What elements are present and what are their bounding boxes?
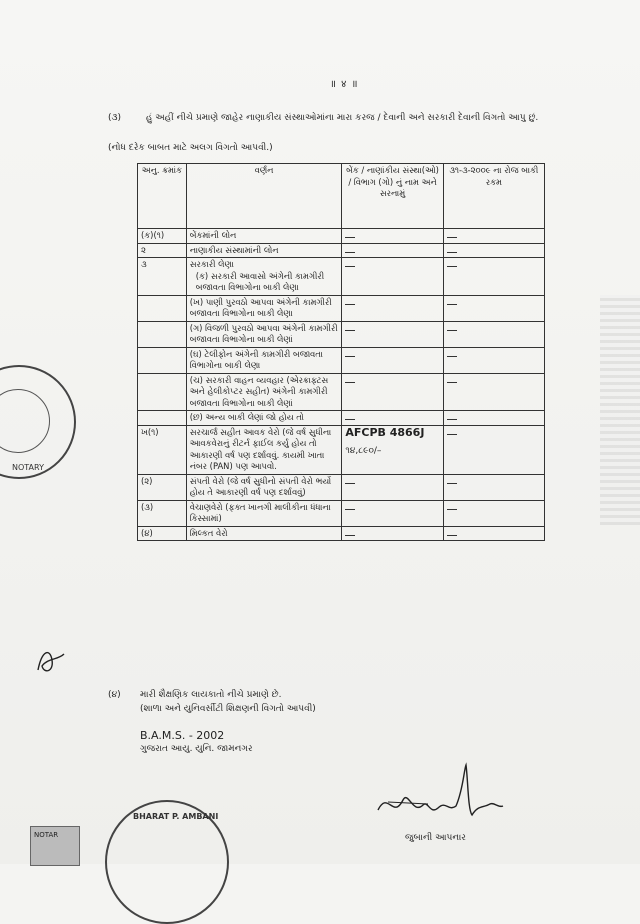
- table-row: [138, 425, 545, 474]
- cell-bank: [342, 347, 443, 373]
- table-row: [138, 526, 545, 541]
- signature-image: [368, 760, 508, 830]
- notary-seal-name: BHARAT P. AMBANI: [133, 812, 219, 821]
- notary-seal-text: NOTARY: [12, 463, 44, 472]
- cell-sr: ૩: [138, 258, 187, 296]
- header-description: વર્ણન: [186, 164, 342, 229]
- cell-amount: [443, 500, 544, 526]
- header-sr: અનુ. ક્રમાંક: [138, 164, 187, 229]
- liabilities-table: [137, 163, 545, 541]
- table-row: [138, 243, 545, 258]
- cell-bank: [342, 500, 443, 526]
- cell-bank: [342, 295, 443, 321]
- cell-desc: [186, 258, 342, 296]
- cell-amount: [443, 425, 544, 474]
- table-row: [138, 373, 545, 411]
- scan-edge-artifact: [600, 295, 640, 525]
- header-amount: ૩૧-૩-૨૦૦૯ ના રોજ બાકી રકમ: [443, 164, 544, 229]
- cell-amount: [443, 295, 544, 321]
- cell-desc: વેચાણવેરો (ફક્ત ખાનગી માલીકીના ધંધાના કિસ્સામાં): [186, 500, 342, 526]
- table-row: [138, 347, 545, 373]
- cell-sr: ૨: [138, 243, 187, 258]
- table-header-row: [138, 164, 545, 229]
- cell-desc: સંપતી વેરો (જે વર્ષ સુધીનો સંપતી વેરો ભર્યો હોય તે આકારણી વર્ષ પણ દર્શાવવું): [186, 474, 342, 500]
- income-tax-amount: ૧૪,૮૯૦/–: [345, 446, 382, 456]
- cell-bank: [342, 229, 443, 244]
- cell-desc: (ગ) વિજળી પુરવઠો આપવા અંગેની કામગીરી બજાવતા વિભાગોના બાકી લેણાં: [186, 321, 342, 347]
- cell-sr: ખ(૧): [138, 425, 187, 474]
- cell-amount: [443, 411, 544, 426]
- cell-sr: (૩): [138, 500, 187, 526]
- notary-seal-left: [0, 365, 76, 479]
- table-row: [138, 500, 545, 526]
- cell-amount: [443, 243, 544, 258]
- section-4-number: (૪): [108, 690, 121, 700]
- cell-bank: [342, 425, 443, 474]
- cell-amount: [443, 526, 544, 541]
- page-number-marker: ॥ ४ ॥: [330, 79, 359, 90]
- cell-desc-title: સરકારી લેણા: [189, 259, 234, 269]
- cell-desc: સરચાર્જ સહીત આવક વેરો (જે વર્ષ સુધીના આવકવેરાનું રીટર્ન ફાઈલ કર્યુ હોય તો આકારણી વર્ષ પણ દર્શાવવું. કાયમી ખાતા નંબર (PAN) પણ આપવો.: [186, 425, 342, 474]
- cell-bank: [342, 526, 443, 541]
- section-3-number: (૩): [108, 113, 122, 123]
- cell-bank: [342, 373, 443, 411]
- cell-amount: [443, 321, 544, 347]
- table-row: [138, 474, 545, 500]
- cell-bank: [342, 474, 443, 500]
- section-4-line-2: (શાળા અને યુનિવર્સીટી શિક્ષણની વિગતો આપવી): [140, 704, 316, 714]
- section-3-text: હું અહીં નીચે પ્રમાણે જાહેર નાણાકીય સંસ્થાઓમાંના મારા કરજ / દેવાની અને સરકારી દેવાની વિગતો આપુ છું.: [146, 113, 539, 123]
- table-row: [138, 295, 545, 321]
- margin-initial-mark: [30, 640, 70, 680]
- degree: B.A.M.S. - 2002: [140, 729, 225, 742]
- table-row: [138, 321, 545, 347]
- cell-bank: [342, 258, 443, 296]
- cell-desc: (છ) અન્ય બાકી લેણાં જો હોય તો: [186, 411, 342, 426]
- signature-caption: જુબાની આપનાર: [405, 833, 466, 843]
- table-row: [138, 411, 545, 426]
- cell-desc: (ચ) સરકારી વાહન વ્યવહાર (એરક્રાફ્ટસ અને હેલીકોપ્ટર સહીત) અંગેની કામગીરી બજાવતા વિભાગોના બાકી લેણાં: [186, 373, 342, 411]
- cell-desc: (ખ) પાણી પુરવઠો આપવા અંગેની કામગીરી બજાવતા વિભાગોના બાકી લેણા: [186, 295, 342, 321]
- table-row: [138, 229, 545, 244]
- cell-bank: [342, 243, 443, 258]
- cell-desc: (ઘ) ટેલીફોન અંગેની કામગીરી બજાવતા વિભાગોના બાકી લેણા: [186, 347, 342, 373]
- table-row: [138, 258, 545, 296]
- university: ગુજરાત આયુ. યુનિ. જામનગર: [140, 744, 253, 754]
- header-bank: બેંક / નાણાંકીય સંસ્થા(ઓ) / વિભાગ (ગો) નું નામ અને સરનામું: [342, 164, 443, 229]
- cell-bank: [342, 321, 443, 347]
- cell-amount: [443, 347, 544, 373]
- notary-ticket: [30, 826, 80, 866]
- cell-desc-sub: (ક) સરકારી આવાસો અંગેની કામગીરી બજાવતા વિભાગોના બાકી લેણા: [195, 270, 325, 292]
- cell-amount: [443, 229, 544, 244]
- pan-number: AFCPB 4866J: [345, 425, 425, 439]
- cell-amount: [443, 474, 544, 500]
- cell-desc: નાણાકીય સંસ્થામાંની લોન: [186, 243, 342, 258]
- section-4-line-1: મારી શૈક્ષણિક લાયકાતો નીચે પ્રમાણે છે.: [140, 690, 282, 700]
- cell-amount: [443, 258, 544, 296]
- notary-seal-bottom: [105, 800, 229, 924]
- cell-desc: મિલ્કત વેરો: [186, 526, 342, 541]
- cell-desc: બેંકમાંની લોન: [186, 229, 342, 244]
- cell-sr: (ક)(૧): [138, 229, 187, 244]
- cell-bank: [342, 411, 443, 426]
- cell-sr: (૪): [138, 526, 187, 541]
- section-3-note: (નોધ દરેક બાબત માટે અલગ વિગતો આપવી.): [108, 143, 273, 153]
- cell-amount: [443, 373, 544, 411]
- notary-ticket-text: NOTAR: [34, 831, 59, 839]
- cell-sr: (૨): [138, 474, 187, 500]
